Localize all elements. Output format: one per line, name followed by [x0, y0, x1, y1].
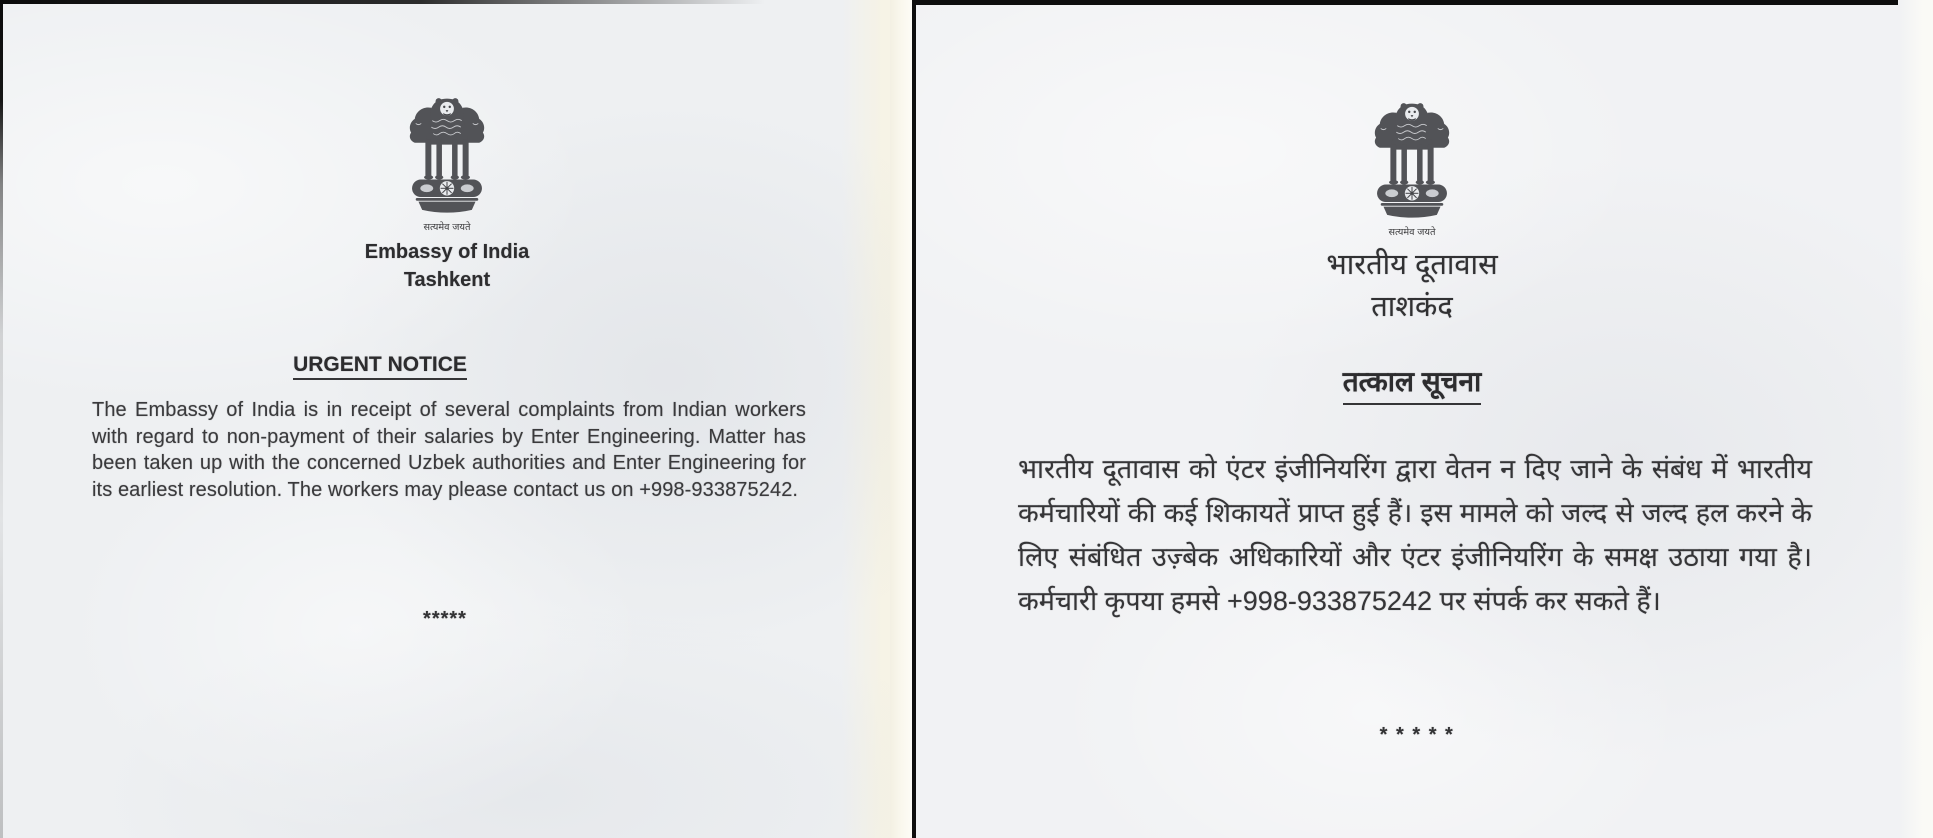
- footer-stars-en: *****: [423, 608, 467, 630]
- national-emblem-of-india-icon: [1366, 98, 1458, 238]
- notice-title-hi-text: तत्काल सूचना: [1343, 362, 1482, 405]
- page-gap: [890, 0, 912, 838]
- scan-shadow-top-edge: [0, 0, 765, 4]
- scan-border-left-edge: [912, 0, 916, 838]
- notice-body-en: The Embassy of India is in receipt of several complaints from Indian workers with regard to non-payment of their salaries by Enter Engineering. Matter has been taken up with the concerned Uzbek authorities and Enter Engineering for its earliest resolution. The workers may please contact us on +998-933875242.: [92, 399, 806, 501]
- scan-shadow-left-edge: [0, 0, 3, 838]
- emblem-motto-caption: सत्यमेव जयते: [1388, 227, 1436, 238]
- footer-stars-hi: * * * * *: [1379, 724, 1455, 746]
- scan-border-top-edge: [912, 0, 1898, 5]
- embassy-name-en: Embassy of India: [364, 241, 530, 263]
- letterhead-en: [287, 238, 607, 294]
- notice-title-en-text: URGENT NOTICE: [293, 353, 467, 380]
- emblem-motto-caption: सत्यमेव जयते: [423, 222, 471, 233]
- national-emblem-of-india-icon: [401, 93, 493, 233]
- embassy-name-hi: भारतीय दूतावास: [1326, 249, 1498, 281]
- notice-page-english: [0, 0, 890, 838]
- notice-page-hindi: [912, 0, 1933, 838]
- embassy-city-en: Tashkent: [403, 269, 491, 291]
- notice-body-hi: भारतीय दूतावास को एंटर इंजीनियरिंग द्वारा वेतन न दिए जाने के संबंध में भारतीय कर्मचारियों की कई शिकायतें प्राप्त हुई हैं। इस मामले को जल्द से जल्द हल करने के लिए संबंधित उज़्बेक अधिकारियों और एंटर इंजीनियरिंग के समक्ष उठाया गया है। कर्मचारी कृपया हमसे +998-933875242 पर संपर्क कर सकते हैं।: [1018, 454, 1812, 616]
- embassy-city-hi: ताशकंद: [1371, 291, 1453, 323]
- letterhead-hi: [1212, 244, 1612, 328]
- notice-title-en: [205, 353, 555, 380]
- notice-title-hi: [1212, 362, 1612, 405]
